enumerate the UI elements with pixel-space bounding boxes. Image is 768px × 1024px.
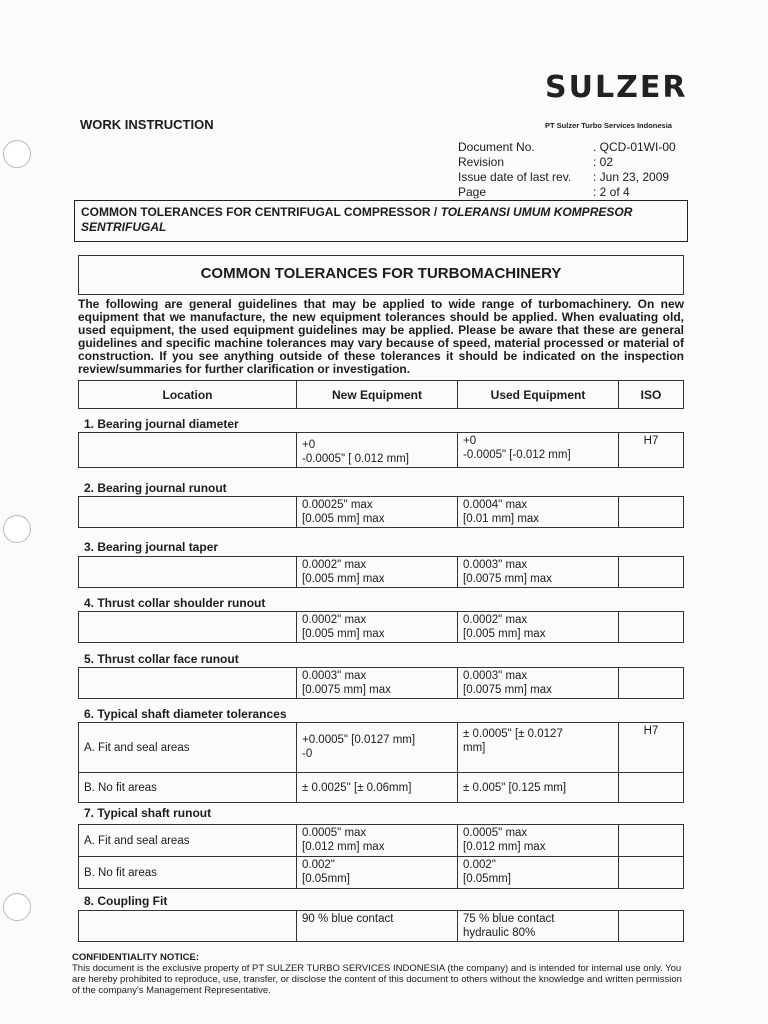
table-row [78,496,684,528]
new-value: 0.0005" max [302,827,367,839]
new-value: [0.012 mm] max [302,841,385,853]
new-value: [0.0075 mm] max [302,684,391,696]
meta-value: : 2 of 4 [593,185,630,199]
document-meta [458,140,676,200]
new-value: -0 [302,748,313,760]
new-value: [0.05mm] [302,873,350,885]
section-title: 4. Thrust collar shoulder runout [84,596,266,610]
new-value: -0.0005" [ 0.012 mm] [302,453,409,465]
meta-label: Revision [458,155,505,169]
used-value: [0.05mm] [463,873,511,885]
meta-label: Document No. [458,140,535,154]
used-value: 0.0003" max [463,670,528,682]
used-value: ± 0.0005" [± 0.0127 [463,728,563,740]
new-value: +0.0005" [0.0127 mm] [302,734,416,746]
section-title: 1. Bearing journal diameter [84,417,239,431]
used-value: [0.0075 mm] max [463,684,552,696]
new-value: [0.005 mm] max [302,513,385,525]
used-value: 0.0002" max [463,614,528,626]
meta-value: . QCD-01WI-00 [593,140,676,154]
doc-type: WORK INSTRUCTION [80,117,214,132]
new-value: 90 % blue contact [302,913,394,925]
table-block [78,824,684,889]
notice-text: This document is the exclusive property of PT SULZER TURBO SERVICES INDONESIA (the company) and is intended for internal use only. You are hereby prohibited to reproduce, use, transfer, or disclose the content of this document to others without the knowledge and written permission of the company's Management Representative. [72,963,682,996]
table-block [78,722,684,803]
binder-hole [3,515,31,543]
meta-label: Page [458,185,487,199]
table-row [78,611,684,643]
col-used: Used Equipment [458,381,619,409]
new-value: 0.0002" max [302,559,367,571]
section-title: 7. Typical shaft runout [84,806,212,820]
meta-label: Issue date of last rev. [458,170,572,184]
new-value: [0.005 mm] max [302,628,385,640]
section-title: 6. Typical shaft diameter tolerances [84,707,287,721]
notice-title: CONFIDENTIALITY NOTICE: [72,952,200,963]
location-label: A. Fit and seal areas [79,825,297,857]
col-iso: ISO [619,381,684,409]
new-value: 0.00025" max [302,499,373,511]
used-value: 75 % blue contact [463,913,555,925]
used-value: +0 [463,435,477,447]
used-value: -0.0005" [-0.012 mm] [463,449,571,461]
meta-value: : 02 [593,155,614,169]
location-label: B. No fit areas [79,857,297,889]
new-value: 0.0002" max [302,614,367,626]
intro-paragraph: The following are general guidelines that may be applied to wide range of turbomachinery. On new equipment that we manufacture, the new equipment tolerances should be applied. When evaluating old, used equipment, the used equipment guidelines may be applied. Please be aware that these are general guidelines and specific machine tolerances may vary because of speed, material processed or material of construction. If you see anything outside of these tolerances it should be indicated on the inspection review/summaries for further clarification or investigation. [78,297,684,376]
new-value: 0.002" [302,859,335,871]
col-location: Location [79,381,297,409]
used-value: 0.0003" max [463,559,528,571]
header-table [78,380,684,409]
used-value: [0.012 mm] max [463,841,546,853]
col-new: New Equipment [297,381,458,409]
table-row [78,432,684,468]
subject-en: COMMON TOLERANCES FOR CENTRIFUGAL COMPRESSOR / [81,205,441,219]
used-value: 0.0005" max [463,827,528,839]
section-title: 5. Thrust collar face runout [84,652,239,666]
new-value: ± 0.0025" [± 0.06mm] [297,773,458,803]
binder-hole [3,140,31,168]
section-title: 3. Bearing journal taper [84,540,219,554]
iso-value: H7 [619,723,684,773]
new-value: +0 [302,439,316,451]
used-value: [0.01 mm] max [463,513,540,525]
used-value: 0.002" [463,859,496,871]
binder-hole [3,893,31,921]
subject-id: TOLERANSI UMUM KOMPRESOR SENTRIFUGAL [81,205,633,234]
meta-value: : Jun 23, 2009 [593,170,670,184]
table-row [78,667,684,699]
sulzer-logo: SULZER [545,70,688,105]
table-row [78,910,684,942]
used-value: mm] [463,742,486,754]
location-label: B. No fit areas [79,773,297,803]
used-value: 0.0004" max [463,499,528,511]
company-subtitle: PT Sulzer Turbo Services Indonesia [545,121,672,130]
new-value: 0.0003" max [302,670,367,682]
location-label: A. Fit and seal areas [79,723,297,773]
new-value: [0.005 mm] max [302,573,385,585]
used-value: hydraulic 80% [463,927,536,939]
iso-value: H7 [619,433,684,468]
used-value: ± 0.005" [0.125 mm] [458,773,619,803]
main-title-box [78,255,684,295]
section-title: 8. Coupling Fit [84,894,168,908]
section-title: 2. Bearing journal runout [84,481,227,495]
page-title: COMMON TOLERANCES FOR TURBOMACHINERY [200,265,562,282]
subject-box [74,200,688,242]
used-value: [0.0075 mm] max [463,573,552,585]
used-value: [0.005 mm] max [463,628,546,640]
table-row [78,556,684,588]
